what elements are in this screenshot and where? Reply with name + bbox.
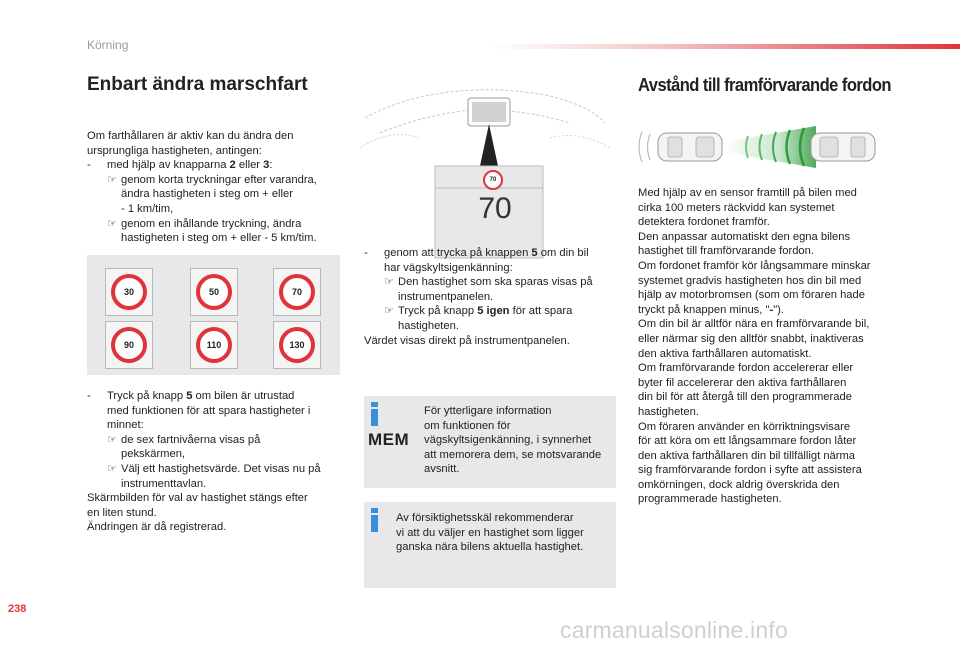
paragraph-line: cirka 100 meters räckvidd kan systemet (638, 201, 835, 214)
speed-limit-sign-icon: 130 (279, 327, 315, 363)
paragraph-line: för att köra om ett långsammare fordon låter (638, 435, 857, 448)
speed-sign-cell (190, 268, 238, 316)
list-item: - med hjälp av knapparna 2 eller 3: (87, 159, 273, 172)
info-line: Av försiktighetsskäl rekommenderar (396, 512, 574, 524)
info-box-safety (364, 502, 616, 588)
sub-list-line: instrumenttavlan. (121, 477, 207, 490)
info-line: För ytterligare information (424, 405, 552, 417)
speed-limit-sign-icon: 110 (196, 327, 232, 363)
arrow-bullet-icon: ☞ (384, 276, 395, 289)
paragraph-line: Om föraren använder en körriktningsvisare (638, 420, 851, 433)
left-text-block-1 (87, 129, 342, 246)
middle-text-block (364, 246, 614, 348)
list-line: med funktionen för att spara hastigheter i (107, 404, 311, 417)
list-item: - genom att trycka på knappen 5 om din bil (364, 247, 589, 259)
header-bar (490, 44, 960, 49)
paragraph-line: Om framförvarande fordon accelererar eller (638, 362, 854, 375)
sub-list-line: - 1 km/tim, (121, 202, 174, 215)
sub-list-line: hastigheten i steg om + eller - 5 km/tim. (121, 232, 317, 245)
info-icon (370, 508, 378, 532)
paragraph-line: Om din bil är alltför nära en framförvarande bil, (638, 318, 870, 331)
paragraph-line: tryckt på knappen minus, "-"). (638, 303, 784, 316)
arrow-bullet-icon: ☞ (107, 217, 118, 230)
paragraph-line: Den anpassar automatiskt den egna bilens (638, 230, 851, 243)
sub-list-item: ☞ genom en ihållande tryckning, ändra (107, 217, 302, 230)
mem-icon: MEM (368, 430, 410, 449)
paragraph-line: systemet gradvis hastigheten hos din bil med (638, 274, 862, 287)
paragraph-line: detektera fordonet framför. (638, 216, 770, 229)
paragraph-line: programmerade hastigheten. (638, 493, 782, 506)
radar-detection-illustration (636, 122, 886, 172)
info-line: avsnitt. (424, 463, 460, 476)
info-line: vägskyltsigenkänning, i synnerhet (424, 434, 592, 447)
heading-change-cruise-speed: Enbart ändra marschfart (87, 74, 308, 95)
intro-line: ursprungliga hastigheten, antingen: (87, 144, 262, 157)
list-item: - Tryck på knapp 5 om bilen är utrustad (87, 390, 295, 402)
paragraph-line: Ändringen är då registrerad. (87, 521, 227, 534)
arrow-bullet-icon: ☞ (384, 305, 395, 318)
paragraph-line: eller närmar sig den alltför snabbt, inaktiveras (638, 332, 864, 345)
sub-list-item: ☞ Tryck på knapp 5 igen för att spara (384, 305, 573, 318)
sub-list-line: pekskärmen, (121, 448, 186, 461)
list-line: har vägskyltsigenkänning: (384, 261, 513, 274)
info-icon (370, 402, 378, 426)
sub-list-line: ändra hastigheten i steg om + eller (121, 188, 293, 201)
paragraph-line: en liten stund. (87, 506, 157, 519)
watermark: carmanualsonline.info (560, 617, 788, 643)
sub-list-line: hastigheten. (398, 319, 459, 332)
speed-sign-cell (105, 321, 153, 369)
sub-list-item: ☞ genom korta tryckningar efter varandra, (107, 173, 317, 186)
left-text-block-2 (87, 389, 347, 535)
arrow-bullet-icon: ☞ (107, 433, 118, 446)
speed-limit-sign-icon: 30 (111, 274, 147, 310)
speed-limit-sign-icon: 50 (196, 274, 232, 310)
speed-limit-sign-icon: 90 (111, 327, 147, 363)
speed-display-value: 70 (478, 192, 512, 225)
info-box-mem (364, 396, 616, 488)
right-text-block (638, 186, 894, 507)
arrow-bullet-icon: ☞ (107, 173, 118, 186)
page-number: 238 (8, 603, 27, 615)
speed-sign-cell (273, 268, 321, 316)
sub-list-line: instrumentpanelen. (398, 290, 494, 303)
speed-sign-cell (105, 268, 153, 316)
info-line: ganska nära bilens aktuella hastighet. (396, 541, 584, 554)
intro-line: Om farthållaren är aktiv kan du ändra den (87, 130, 294, 142)
sub-list-item: ☞ Den hastighet som ska sparas visas på (384, 276, 593, 289)
paragraph-line: din bil för att återgå till den programmerade (638, 391, 852, 404)
sub-list-item: ☞ Välj ett hastighetsvärde. Det visas nu på (107, 462, 321, 475)
paragraph-line: omkörningen, dock aldrig överskrida den (638, 478, 840, 491)
paragraph-line: Värdet visas direkt på instrumentpanelen. (364, 334, 570, 347)
speed-sign-cell (190, 321, 238, 369)
paragraph-line: den aktiva farthållaren din bil tillfälligt närma (638, 449, 856, 462)
arrow-bullet-icon: ☞ (107, 462, 118, 475)
paragraph-line: hastighet till framförvarande fordon. (638, 245, 814, 258)
speed-sign-grid-figure (87, 255, 340, 375)
info-line: om funktionen för (424, 419, 511, 432)
paragraph-line: den aktiva farthållaren automatiskt. (638, 347, 812, 360)
speed-limit-sign-icon: 70 (279, 274, 315, 310)
heading-distance-to-vehicle-ahead: Avstånd till framförvarande fordon (638, 75, 891, 95)
paragraph-line: Om fordonet framför kör långsammare minskar (638, 259, 871, 272)
sub-list-item: ☞ de sex fartnivåerna visas på (107, 433, 261, 446)
paragraph-line: hjälp av motorbromsen (som om föraren hade (638, 289, 865, 302)
section-label: Körning (87, 38, 129, 52)
info-line: att memorera dem, se motsvarande (424, 448, 602, 461)
list-line: minnet: (107, 419, 144, 432)
speed-sign-cell (273, 321, 321, 369)
recognized-speed-sign-icon: 70 (483, 170, 503, 190)
info-box-text (396, 511, 612, 555)
paragraph-line: byter fil accelererar den aktiva farthållaren (638, 376, 847, 389)
paragraph-line: Med hjälp av en sensor framtill på bilen med (638, 187, 857, 199)
paragraph-line: Skärmbilden för val av hastighet stängs efter (87, 492, 308, 505)
info-box-text (424, 404, 614, 477)
info-line: vi att du väljer en hastighet som ligger (396, 526, 584, 539)
paragraph-line: hastigheten. (638, 405, 699, 418)
paragraph-line: sig framförvarande fordon i syfte att assistera (638, 464, 862, 477)
